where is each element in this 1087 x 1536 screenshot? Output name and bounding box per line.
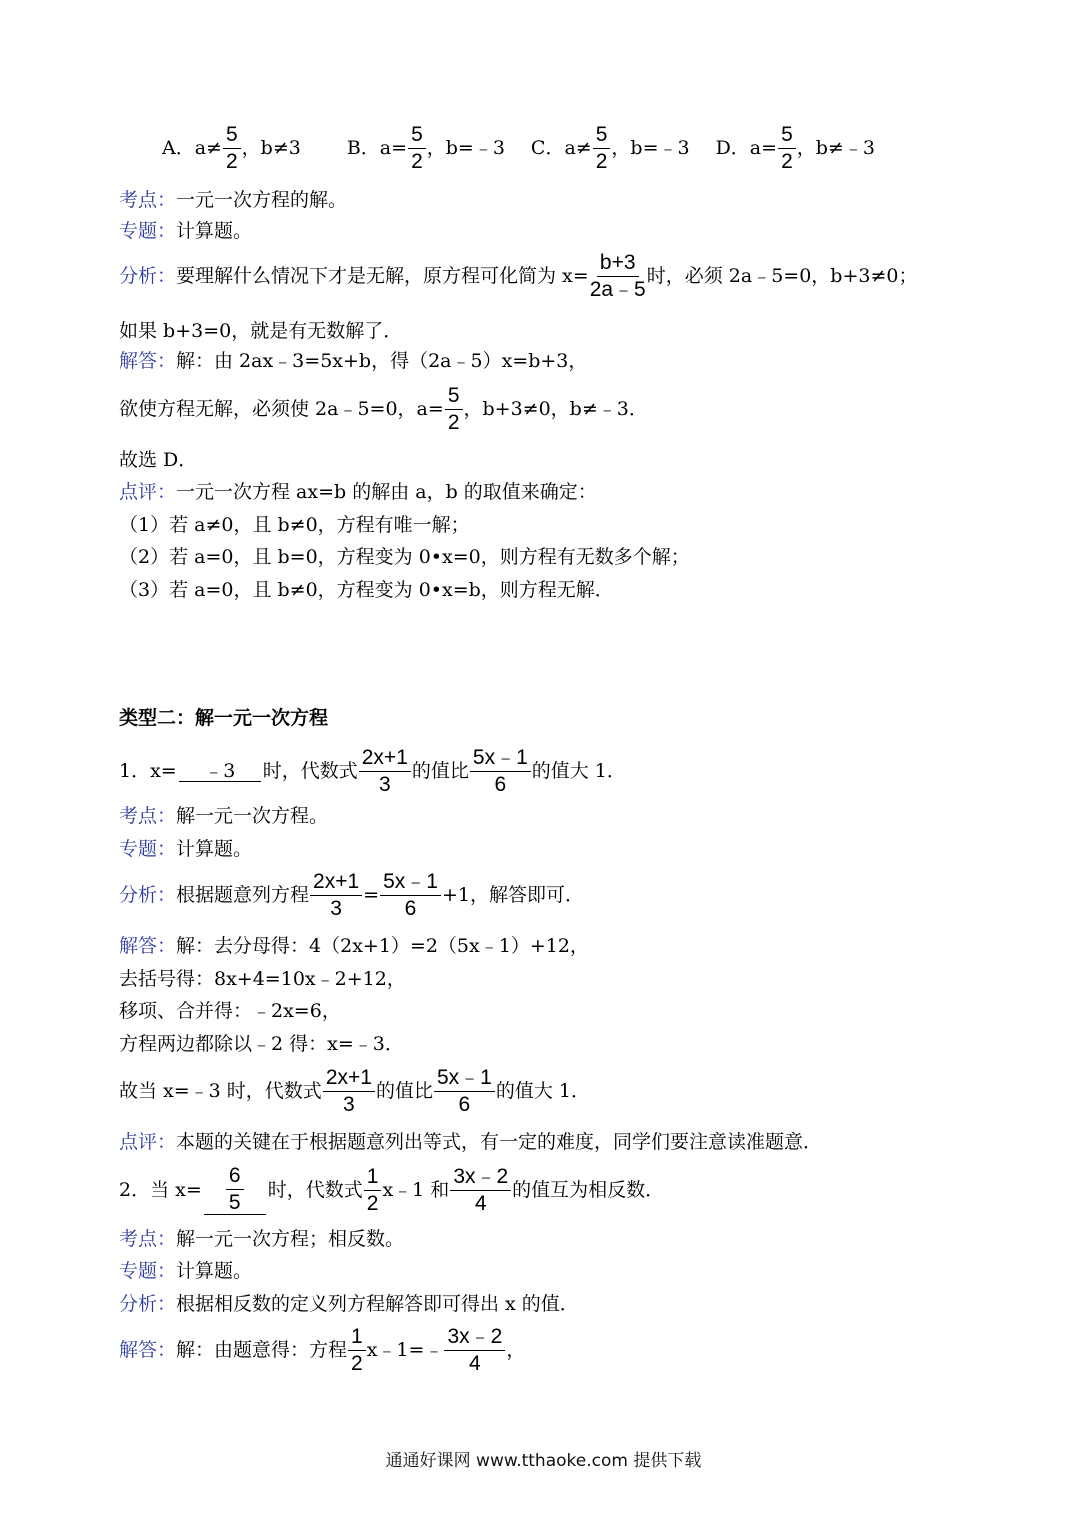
q1-step3: 移项、合并得：﹣2x=6， (119, 1000, 341, 1022)
q2-zhuanti: 专题： 计算题。 (119, 1260, 253, 1282)
fraction: $\frac{5}{2}$ (593, 124, 611, 173)
q2-jieda: 解答： 解：由题意得：方程 $\frac{1}{2}$ x﹣1=﹣ $\frac{3x﹣2}{4}$ ， (119, 1325, 526, 1376)
p1-jieda: 解答： 解：由 2ax﹣3=5x+b，得（2a﹣5）x=b+3， (119, 350, 588, 372)
q2-fenxi: 分析： 根据相反数的定义列方程解答即可得出 x 的值． (119, 1293, 579, 1315)
fraction: $\frac{3x﹣2}{4}$ (444, 1326, 505, 1375)
p1-conclusion: 故选 D． (119, 449, 198, 471)
option-b: B．a= $\frac{5}{2}$ ，b=﹣3 (346, 123, 505, 174)
section-title: 类型二：解一元一次方程 (119, 707, 329, 729)
q2-statement: 2．当 x= $\frac{6}{5}$ 时，代数式 $\frac{1}{2}$ x﹣1 和 $\frac{3x﹣2}{4}$ 的值互为相反数． (119, 1164, 665, 1215)
fraction: $\frac{1}{2}$ (348, 1326, 366, 1375)
fraction: $\frac{b+3}{2a﹣5}$ (589, 251, 646, 302)
fraction: $\frac{5}{2}$ (223, 124, 241, 173)
q1-fenxi: 分析： 根据题意列方程 $\frac{2x+1}{3}$ = $\frac{5x﹣1}{6}$ +1，解答即可． (119, 870, 584, 921)
page-footer: 通通好课网 www.tthaoke.com 提供下载 (385, 1451, 702, 1471)
q1-step4: 方程两边都除以﹣2 得：x=﹣3． (119, 1033, 404, 1055)
fraction: $\frac{2x+1}{3}$ (359, 747, 411, 796)
option-a: A．a≠ $\frac{5}{2}$ ，b≠3 (162, 123, 301, 174)
p1-dianping-2: （2）若 a=0，且 b=0，方程变为 0•x=0，则方程有无数多个解； (119, 546, 690, 568)
p1-dianping: 点评： 一元一次方程 ax=b 的解由 a，b 的取值来确定： (119, 481, 597, 503)
q1-kaodian: 考点： 解一元一次方程。 (119, 805, 329, 827)
p1-zhuanti: 专题： 计算题。 (119, 220, 253, 242)
p1-jieda-step: 欲使方程无解，必须使 2a﹣5=0，a= $\frac{5}{2}$ ，b+3≠0，b≠﹣3． (119, 384, 648, 435)
q1-jieda: 解答： 解：去分母得：4（2x+1）=2（5x﹣1）+12， (119, 935, 589, 957)
p1-dianping-1: （1）若 a≠0，且 b≠0，方程有唯一解； (119, 514, 470, 536)
p1-dianping-3: （3）若 a=0，且 b≠0，方程变为 0•x=b，则方程无解． (119, 579, 614, 601)
fraction: $\frac{2x+1}{3}$ (310, 871, 362, 920)
q1-dianping: 点评： 本题的关键在于根据题意列出等式，有一定的难度，同学们要注意读准题意． (119, 1131, 823, 1153)
answer-options (162, 124, 901, 173)
p1-fenxi: 分析： 要理解什么情况下才是无解，原方程可化简为 x= $\frac{b+3}{2a﹣5}$ 时，必须 2a﹣5=0，b+3≠0； (119, 251, 918, 302)
fraction: $\frac{5x﹣1}{6}$ (434, 1067, 495, 1116)
answer-blank (204, 1165, 266, 1215)
fraction: $\frac{5x﹣1}{6}$ (470, 747, 531, 796)
option-d: D．a= $\frac{5}{2}$ ，b≠﹣3 (715, 123, 875, 174)
q1-zhuanti: 专题： 计算题。 (119, 838, 253, 860)
q1-step2: 去括号得：8x+4=10x﹣2+12， (119, 968, 406, 990)
fraction: $\frac{1}{2}$ (364, 1166, 382, 1215)
q2-kaodian: 考点： 解一元一次方程；相反数。 (119, 1228, 405, 1250)
answer-blank: ﹣3 (179, 762, 261, 782)
q1-conclusion: 故当 x=﹣3 时，代数式 $\frac{2x+1}{3}$ 的值比 $\frac{5x﹣1}{6}$ 的值大 1． (119, 1066, 590, 1117)
fraction: $\frac{2x+1}{3}$ (323, 1067, 375, 1116)
fraction: $\frac{5x﹣1}{6}$ (380, 871, 441, 920)
fraction: $\frac{5}{2}$ (445, 385, 463, 434)
option-c: C．a≠ $\frac{5}{2}$ ，b=﹣3 (530, 123, 690, 174)
q1-statement: 1．x= ﹣3 时，代数式 $\frac{2x+1}{3}$ 的值比 $\frac{5x﹣1}{6}$ 的值大 1． (119, 746, 626, 797)
fraction: $\frac{3x﹣2}{4}$ (450, 1166, 511, 1215)
fraction: $\frac{5}{2}$ (408, 124, 426, 173)
p1-fenxi-cont: 如果 b+3=0，就是有无数解了． (119, 320, 403, 342)
fraction: $\frac{6}{5}$ (226, 1165, 244, 1214)
p1-kaodian: 考点： 一元一次方程的解。 (119, 189, 348, 211)
fraction: $\frac{5}{2}$ (778, 124, 796, 173)
